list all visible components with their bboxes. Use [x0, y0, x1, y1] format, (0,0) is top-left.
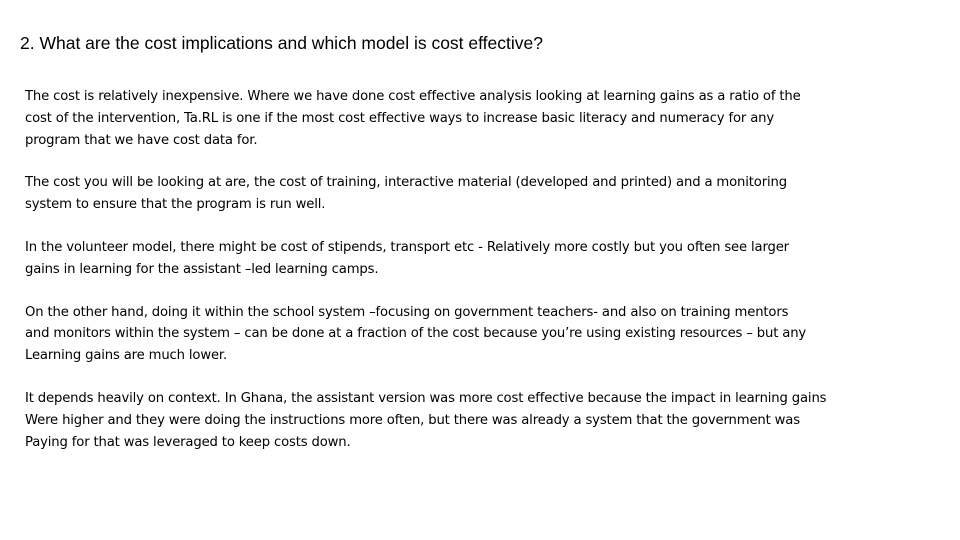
text-line: Were higher and they were doing the instructions more often, but there was already a system that the government was: [25, 412, 800, 428]
text-line: Learning gains are much lower.: [25, 348, 228, 364]
text-line: The cost you will be looking at are, the cost of training, interactive material (developed and printed) and a monitoring: [25, 175, 787, 191]
slide-body: [25, 86, 935, 474]
text-line: The cost is relatively inexpensive. Where we have done cost effective analysis looking at learning gains as a ratio of the: [25, 89, 801, 104]
text-line: and monitors within the system – can be done at a fraction of the cost because you’re using existing resources – but any: [25, 326, 807, 342]
paragraph-volunteer-model: [25, 237, 935, 281]
paragraph-cost-components: [25, 172, 935, 216]
text-line: system to ensure that the program is run well.: [25, 197, 326, 213]
text-line: It depends heavily on context. In Ghana, the assistant version was more cost effective because the impact in learning gains: [25, 390, 827, 406]
text-line: In the volunteer model, there might be cost of stipends, transport etc - Relatively more costly but you often see larger: [25, 239, 789, 255]
text-line: Paying for that was leveraged to keep costs down.: [25, 434, 351, 450]
text-line: On the other hand, doing it within the school system –focusing on government teachers- and also on training mentors: [25, 304, 789, 320]
slide-title: 2. What are the cost implications and which model is cost effective?: [20, 33, 543, 53]
text-line: cost of the intervention, Ta.RL is one if the most cost effective ways to increase basic literacy and numeracy for any: [25, 110, 775, 126]
paragraph-context-ghana: [25, 388, 935, 453]
text-line: program that we have cost data for.: [25, 132, 258, 148]
text-line: gains in learning for the assistant –led learning camps.: [25, 261, 379, 277]
paragraph-cost-overview: [25, 86, 935, 151]
paragraph-school-system-model: [25, 302, 935, 367]
